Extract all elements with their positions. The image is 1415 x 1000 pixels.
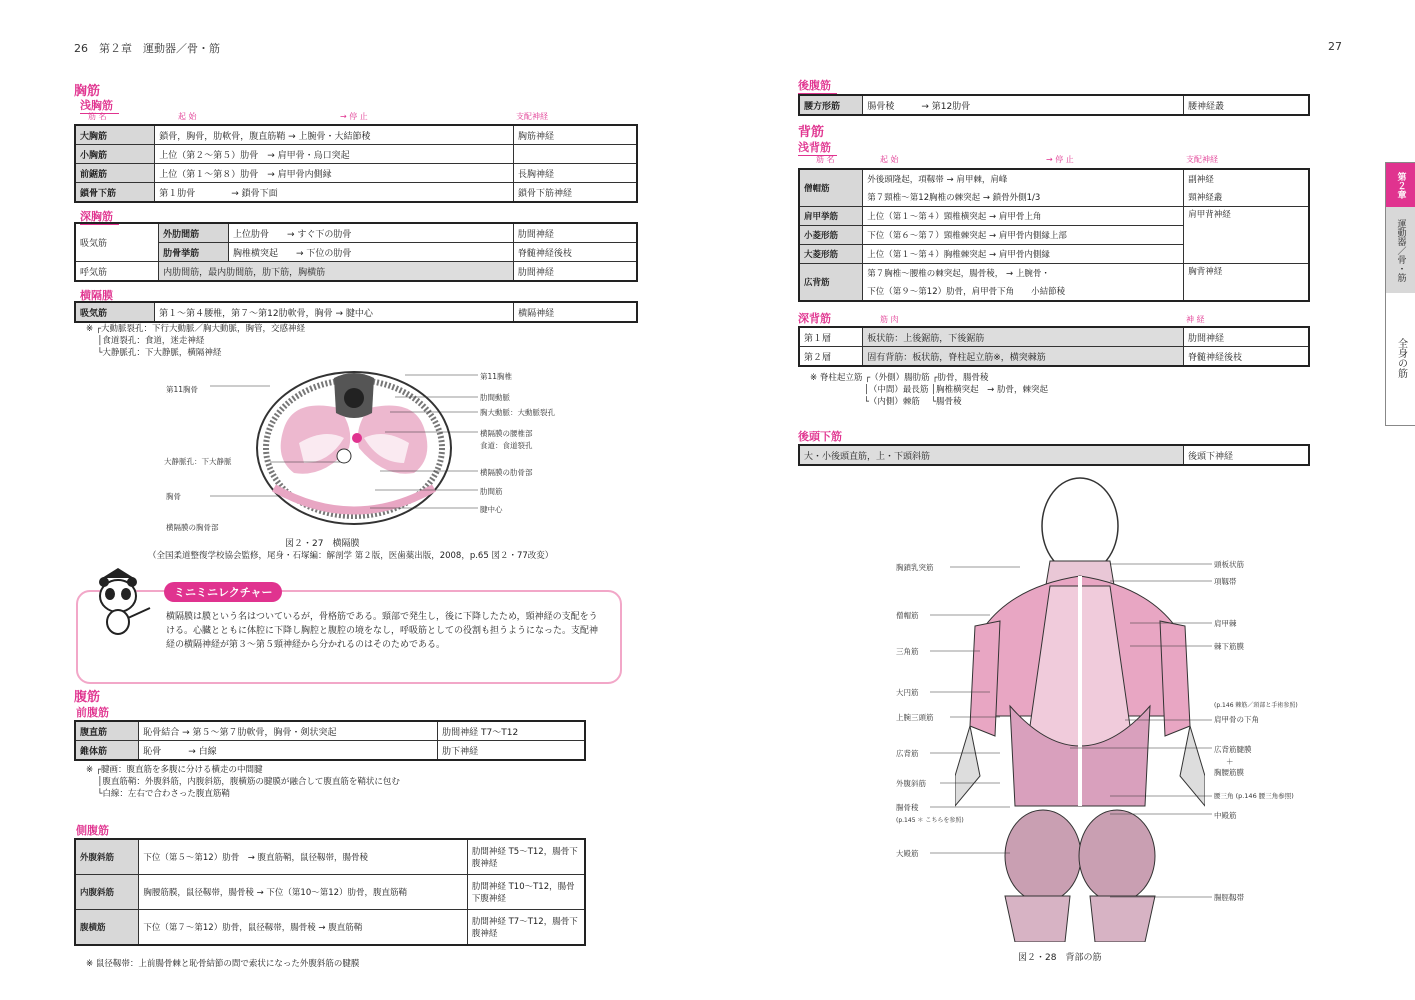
table-row xyxy=(75,741,585,761)
figure-caption-228: 図２・28 背部の筋 xyxy=(1018,953,1102,963)
label-external-oblique: 外腹斜筋 xyxy=(896,779,926,788)
note-line: ※ 脊柱起立筋 ┌（外側）腸肋筋 ┌肋骨，腸骨稜 xyxy=(810,373,989,383)
label-aorta: 胸大動脈：大動脈裂孔 xyxy=(480,408,555,417)
table-row xyxy=(75,223,637,243)
nerve: 頸神経叢 xyxy=(1184,188,1309,207)
muscle-name: 大菱形筋 xyxy=(799,245,863,264)
label-iliotibial-band: 腸脛靱帯 xyxy=(1214,893,1244,902)
table-deep-chest xyxy=(74,222,638,282)
nerve: 胸筋神経 xyxy=(514,125,638,145)
origin-insertion: 胸腰筋膜，鼠径靱帯，腸骨稜 → 下位（第10～第12）肋骨，腹直筋鞘 xyxy=(139,875,468,910)
panda-mascot-icon xyxy=(88,568,154,638)
origin-insertion: 恥骨 → 白線 xyxy=(139,741,438,761)
table-row xyxy=(75,839,585,875)
label-sternum: 胸骨 xyxy=(166,492,181,501)
note-line: │腹直筋鞘：外腹斜筋，内腹斜筋，腹横筋の腱膜が融合して腹直筋を鞘状に包む xyxy=(86,777,400,787)
group-label: 呼気筋 xyxy=(75,262,159,282)
mini-lecture-title: ミニミニレクチャー xyxy=(164,582,282,602)
subsection-suboccipital: 後頭下筋 xyxy=(798,428,848,445)
nerve: 副神経 xyxy=(1184,169,1309,188)
table-row xyxy=(799,169,1309,188)
page-header-left: 26 第２章 運動器／骨・筋 xyxy=(74,42,220,55)
table-diaphragm xyxy=(74,301,638,323)
subsection-superficial-back: 浅背筋 xyxy=(798,139,837,156)
label-plus: ＋ xyxy=(1226,757,1234,766)
table-row xyxy=(799,445,1309,465)
nerve xyxy=(514,145,638,164)
muscle-name: 僧帽筋 xyxy=(799,169,863,207)
label-iliac-crest-ref: (p.145 ＊ こちらを参照) xyxy=(896,817,964,824)
origin-insertion: 上位（第１～第４）頸椎横突起 → 肩甲骨上角 xyxy=(863,207,1184,226)
side-tab-chapter: 第２章 xyxy=(1386,163,1415,207)
subsection-posterior-abdomen: 後腹筋 xyxy=(798,77,837,94)
label-splenius: 頭板状筋 xyxy=(1214,560,1244,569)
muscle-name: 腹直筋 xyxy=(75,721,139,741)
label-sternal-part: 横隔膜の胸骨部 xyxy=(166,523,219,532)
table-row xyxy=(799,207,1309,226)
origin-insertion: 第１～第４腰椎，第７～第12肋軟骨，胸骨 → 腱中心 xyxy=(155,302,514,322)
table-lateral-abdomen xyxy=(74,838,586,946)
mini-lecture-text: 横隔膜は膜という名はついているが，骨格筋である。頸部で発生し，後に下降したため，頸神経の支配をうける。心臓とともに体腔に下降し胸腔と腹腔の境をなし，呼吸筋としての役割も担うようになった。支配神経の横隔神経が第３～第５頸神経から分かれるのはそのためである。 xyxy=(166,612,599,650)
label-sternocleidomastoid: 胸鎖乳突筋 xyxy=(896,563,934,572)
layer-name: 第１層 xyxy=(799,327,863,347)
nerve: 肩甲背神経 xyxy=(1184,207,1309,264)
nerve: 肋間神経 xyxy=(513,262,637,282)
table-row xyxy=(75,262,637,282)
label-lumbar-part: 横隔膜の腰椎部 xyxy=(480,429,533,438)
muscle-name: 肩甲挙筋 xyxy=(799,207,863,226)
label-latissimus-aponeurosis: 広背筋腱膜 xyxy=(1214,745,1252,754)
table-row xyxy=(799,188,1309,207)
label-scapular-spine: 肩甲棘 xyxy=(1214,619,1237,628)
muscle-name: 大胸筋 xyxy=(75,125,155,145)
origin-insertion: 腸骨稜 → 第12肋骨 xyxy=(863,95,1184,115)
col-head-name: 筋 名 xyxy=(88,112,107,121)
muscle-name: 内肋間筋，最内肋間筋，肋下筋，胸横筋 xyxy=(159,262,514,282)
origin-insertion: 外後頭隆起，項靱帯 → 肩甲棘，肩峰 xyxy=(863,169,1184,188)
diaphragm-notes xyxy=(86,323,305,359)
col-head-insertion: → 停 止 xyxy=(340,112,368,121)
table-row xyxy=(799,347,1309,367)
origin-insertion: 上位肋骨 → すぐ下の肋骨 xyxy=(229,223,514,243)
nerve: 脊髄神経後枝 xyxy=(1184,347,1309,367)
table-row xyxy=(75,243,637,262)
note-line: ※ ┌腱画：腹直筋を多腹に分ける横走の中間腱 xyxy=(86,765,263,775)
label-thoracolumbar-fascia: 胸腰筋膜 xyxy=(1214,768,1244,777)
figure-caption-227: 図２・27 横隔膜 xyxy=(285,539,360,549)
muscle-list: 大・小後頭直筋，上・下頭斜筋 xyxy=(799,445,1183,465)
table-row xyxy=(799,327,1309,347)
col-head-origin: 起 始 xyxy=(880,155,899,164)
note-line: └白線：左右で合わさった腹直筋鞘 xyxy=(86,789,230,799)
nerve: 肋間神経 T5～T12，腸骨下腹神経 xyxy=(467,839,585,875)
table-row xyxy=(799,264,1309,283)
muscle-name: 腰方形筋 xyxy=(799,95,863,115)
note-line: │（中間）最長筋 │胸椎横突起 → 肋骨，棘突起 xyxy=(810,385,1048,395)
page-number-right: 27 xyxy=(1328,40,1342,53)
label-gluteus-medius: 中殿筋 xyxy=(1214,811,1237,820)
nerve: 肋間神経 xyxy=(1184,327,1309,347)
table-row xyxy=(75,302,637,322)
subsection-lateral-abdomen: 側腹筋 xyxy=(76,822,115,839)
anterior-abdomen-notes xyxy=(86,764,400,800)
muscle-list: 固有背筋：板状筋，脊柱起立筋※，横突棘筋 xyxy=(863,347,1184,367)
origin-insertion: 下位（第６～第７）頸椎棘突起 → 肩甲骨内側縁上部 xyxy=(863,226,1184,245)
nerve: 後頭下神経 xyxy=(1183,445,1309,465)
col-head-insertion: → 停 止 xyxy=(1046,155,1074,164)
table-row xyxy=(799,95,1309,115)
label-inferior-angle: 肩甲骨の下角 xyxy=(1214,715,1259,724)
lateral-abdomen-note: ※ 鼠径靱帯：上前腸骨棘と恥骨結節の間で索状になった外腹斜筋の腱膜 xyxy=(86,959,360,969)
origin-insertion: 上位（第２～第５）肋骨 → 肩甲骨・烏口突起 xyxy=(155,145,514,164)
muscle-name: 鎖骨下筋 xyxy=(75,183,155,203)
label-nuchal-ligament: 項靱帯 xyxy=(1214,577,1237,586)
note-line: └（内側）棘筋 └腸骨稜 xyxy=(810,397,962,407)
label-esophagus: 食道：食道裂孔 xyxy=(480,441,533,450)
table-row xyxy=(75,875,585,910)
subsection-superficial-chest: 浅胸筋 xyxy=(80,97,119,114)
nerve: 肋間神経 T7～T12，腸骨下腹神経 xyxy=(467,910,585,946)
muscle-name: 肋骨挙筋 xyxy=(159,243,229,262)
table-anterior-abdomen xyxy=(74,720,586,761)
nerve: 鎖骨下筋神経 xyxy=(514,183,638,203)
nerve: 肋下神経 xyxy=(438,741,585,761)
muscle-name: 吸気筋 xyxy=(75,302,155,322)
table-row xyxy=(75,721,585,741)
origin-insertion: 下位（第５～第12）肋骨 → 腹直筋鞘，鼠径靱帯，腸骨稜 xyxy=(139,839,468,875)
muscle-name: 外腹斜筋 xyxy=(75,839,139,875)
col-head-name: 筋 名 xyxy=(816,155,835,164)
table-row xyxy=(75,183,637,203)
origin-insertion: 第１肋骨 → 鎖骨下面 xyxy=(155,183,514,203)
subsection-deep-chest: 深胸筋 xyxy=(80,208,119,225)
nerve: 脊髄神経後枝 xyxy=(513,243,637,262)
label-costal-part: 横隔膜の肋骨部 xyxy=(480,468,533,477)
subsection-anterior-abdomen: 前腹筋 xyxy=(76,704,115,721)
label-teres-major: 大円筋 xyxy=(896,688,919,697)
section-title-chest: 胸筋 xyxy=(74,84,101,99)
muscle-name: 小胸筋 xyxy=(75,145,155,164)
origin-insertion: 上位（第１～第４）胸椎棘突起 → 肩甲骨内側縁 xyxy=(863,245,1184,264)
erector-spinae-note xyxy=(810,372,1048,408)
subsection-deep-back: 深背筋 xyxy=(798,310,837,327)
nerve: 横隔神経 xyxy=(514,302,637,322)
section-title-back: 背筋 xyxy=(798,125,825,140)
nerve: 腰神経叢 xyxy=(1184,95,1310,115)
origin-insertion: 上位（第１～第８）肋骨 → 肩甲骨内側縁 xyxy=(155,164,514,183)
muscle-name: 前鋸筋 xyxy=(75,164,155,183)
back-leader-lines xyxy=(890,560,1230,905)
origin-insertion: 鎖骨，胸骨，肋軟骨，腹直筋鞘 → 上腕骨・大結節稜 xyxy=(155,125,514,145)
label-11th-sternum: 第11胸骨 xyxy=(166,385,199,394)
label-infraspinatus-ref: (p.146 棘筋／頸部と手術参照) xyxy=(1214,702,1298,709)
side-tab-section: 運動器／骨・筋 xyxy=(1386,207,1415,293)
label-intercostal-muscle: 肋間筋 xyxy=(480,487,503,496)
label-iliac-crest: 腸骨稜 xyxy=(896,803,919,812)
label-deltoid: 三角筋 xyxy=(896,647,919,656)
origin-insertion: 下位（第７～第12）肋骨，鼠径靱帯，腸骨稜 → 腹直筋鞘 xyxy=(139,910,468,946)
nerve: 肋間神経 xyxy=(513,223,637,243)
label-lumbar-triangle: 腰三角 (p.146 腰三角参照) xyxy=(1214,792,1294,800)
table-suboccipital xyxy=(798,444,1310,466)
note-line: ※ ┌大動脈裂孔：下行大動脈／胸大動脈，胸管，交感神経 xyxy=(86,324,305,334)
label-central-tendon: 腱中心 xyxy=(480,505,503,514)
label-gluteus-maximus: 大殿筋 xyxy=(896,849,919,858)
figure-source-227: （全国柔道整復学校協会監修，尾身・石塚編：解剖学 第２版，医歯薬出版，2008，p.65 図２・77改変） xyxy=(148,551,554,561)
table-deep-back xyxy=(798,326,1310,367)
table-row xyxy=(75,145,637,164)
layer-name: 第２層 xyxy=(799,347,863,367)
muscle-name: 錐体筋 xyxy=(75,741,139,761)
label-triceps: 上腕三頭筋 xyxy=(896,713,934,722)
col-head-muscle: 筋 肉 xyxy=(880,315,899,324)
side-tab xyxy=(1385,162,1415,426)
label-infraspinatus: 棘下筋膜 xyxy=(1214,642,1244,651)
label-11th-thoracic: 第11胸椎 xyxy=(480,372,513,381)
table-superficial-back xyxy=(798,168,1310,302)
label-trapezius: 僧帽筋 xyxy=(896,611,919,620)
col-head-nerve: 支配神経 xyxy=(1186,155,1218,164)
origin-insertion: 第７胸椎～腰椎の棘突起，腸骨稜， → 上腕骨・ xyxy=(863,264,1184,283)
table-row xyxy=(75,125,637,145)
muscle-name: 広背筋 xyxy=(799,264,863,302)
origin-insertion: 第７頸椎～第12胸椎の棘突起 → 鎖骨外側1/3 xyxy=(863,188,1184,207)
note-line: └大静脈孔：下大静脈，横隔神経 xyxy=(86,348,222,358)
nerve: 胸背神経 xyxy=(1184,264,1309,302)
side-tab-sub: 全身の筋 xyxy=(1395,338,1407,378)
label-intercostal-artery: 肋間動脈 xyxy=(480,393,510,402)
table-posterior-abdomen xyxy=(798,94,1310,116)
label-latissimus: 広背筋 xyxy=(896,749,919,758)
muscle-name: 内腹斜筋 xyxy=(75,875,139,910)
muscle-name: 腹横筋 xyxy=(75,910,139,946)
nerve: 肋間神経 T7～T12 xyxy=(438,721,585,741)
table-row xyxy=(75,164,637,183)
label-vena-cava: 大静脈孔：下大静脈 xyxy=(164,457,232,466)
note-line: │食道裂孔：食道，迷走神経 xyxy=(86,336,205,346)
group-label: 吸気筋 xyxy=(75,223,159,262)
subsection-diaphragm: 横隔膜 xyxy=(80,287,119,304)
col-head-origin: 起 始 xyxy=(178,112,197,121)
muscle-list: 板状筋：上後鋸筋，下後鋸筋 xyxy=(863,327,1184,347)
diaphragm-leader-lines xyxy=(210,370,485,530)
origin-insertion: 恥骨結合 → 第５～第７肋軟骨，胸骨・剣状突起 xyxy=(139,721,438,741)
table-row xyxy=(75,910,585,946)
origin-insertion: 下位（第９～第12）肋骨，肩甲骨下角 小結節稜 xyxy=(863,282,1184,301)
muscle-name: 外肋間筋 xyxy=(159,223,229,243)
section-title-abdomen: 腹筋 xyxy=(74,690,101,705)
origin-insertion: 胸椎横突起 → 下位の肋骨 xyxy=(229,243,514,262)
nerve: 長胸神経 xyxy=(514,164,638,183)
col-head-nerve: 支配神経 xyxy=(516,112,548,121)
table-superficial-chest xyxy=(74,124,638,203)
col-head-nerve: 神 経 xyxy=(1186,315,1205,324)
muscle-name: 小菱形筋 xyxy=(799,226,863,245)
nerve: 肋間神経 T10～T12，腸骨下腹神経 xyxy=(467,875,585,910)
